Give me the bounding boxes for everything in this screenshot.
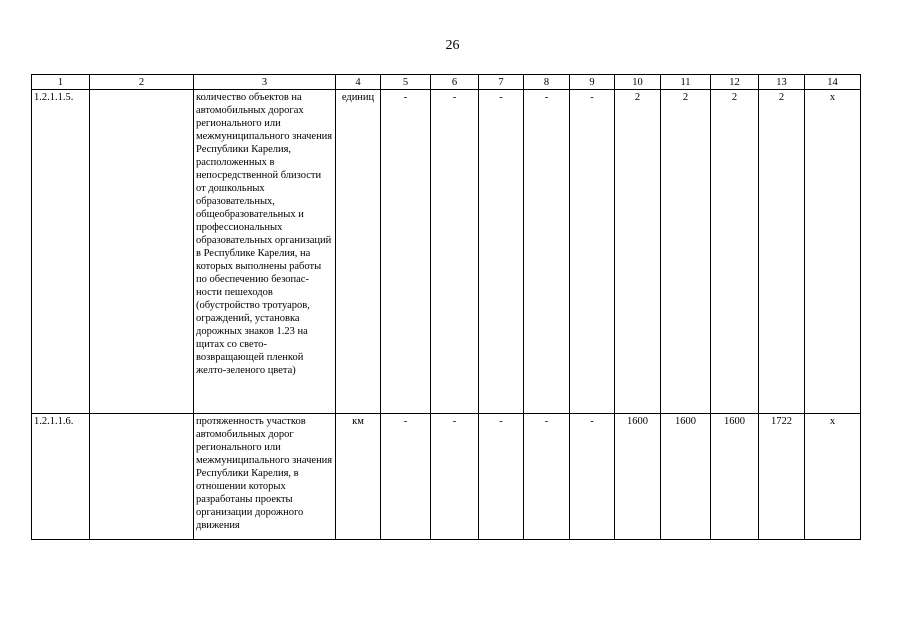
indicator-table [31,74,861,540]
column-header: 5 [381,75,431,90]
table-header-row [32,75,861,90]
column-header: 2 [90,75,194,90]
table-cell: - [570,90,615,414]
unit-cell: единиц [336,90,381,414]
column-header: 11 [661,75,711,90]
table-cell: 1600 [711,414,759,540]
table-cell: 1600 [661,414,711,540]
table-cell: х [805,90,861,414]
table-cell: - [524,414,570,540]
column-header: 14 [805,75,861,90]
indicator-description: протяженность участков автомобильных дорог регионального или межмуниципального значения Республики Карелия, в отношении которых разработаны проекты организации дорожного движения [194,414,336,540]
table-cell: - [381,414,431,540]
table-cell: - [524,90,570,414]
column-header: 13 [759,75,805,90]
table-cell: 2 [711,90,759,414]
table-row [32,414,861,540]
row-code: 1.2.1.1.5. [32,90,90,414]
column-header: 3 [194,75,336,90]
column-header: 7 [479,75,524,90]
table-cell: - [431,414,479,540]
indicator-description: количество объектов на автомобильных дорогах регионального или межмуниципального значения Республики Карелия, расположенных в непосредственной близости от дошкольных образовательных, общеобразовательных и профессиональных образовательных организаций в Республике Карелия, на которых выполнены работы по обеспечению безопас-ности пешеходов (обустройство тротуаров, ограждений, установка дорожных знаков 1.23 на щитах со свето-возвращающей пленкой желто-зеленого цвета) [194,90,336,414]
column-header: 1 [32,75,90,90]
column-header: 4 [336,75,381,90]
table-cell: 2 [661,90,711,414]
page-number: 26 [445,38,460,53]
table-cell: - [570,414,615,540]
table-cell: 1600 [615,414,661,540]
table-cell: 2 [759,90,805,414]
column-header: 6 [431,75,479,90]
row-code: 1.2.1.1.6. [32,414,90,540]
table-cell: 1722 [759,414,805,540]
table-row [32,90,861,414]
table-cell [90,414,194,540]
column-header: 12 [711,75,759,90]
column-header: 10 [615,75,661,90]
table-cell [90,90,194,414]
table-cell: 2 [615,90,661,414]
column-header: 9 [570,75,615,90]
table-cell: - [431,90,479,414]
column-header: 8 [524,75,570,90]
table-cell: - [381,90,431,414]
table-cell: х [805,414,861,540]
table-cell: - [479,90,524,414]
unit-cell: км [336,414,381,540]
table-cell: - [479,414,524,540]
